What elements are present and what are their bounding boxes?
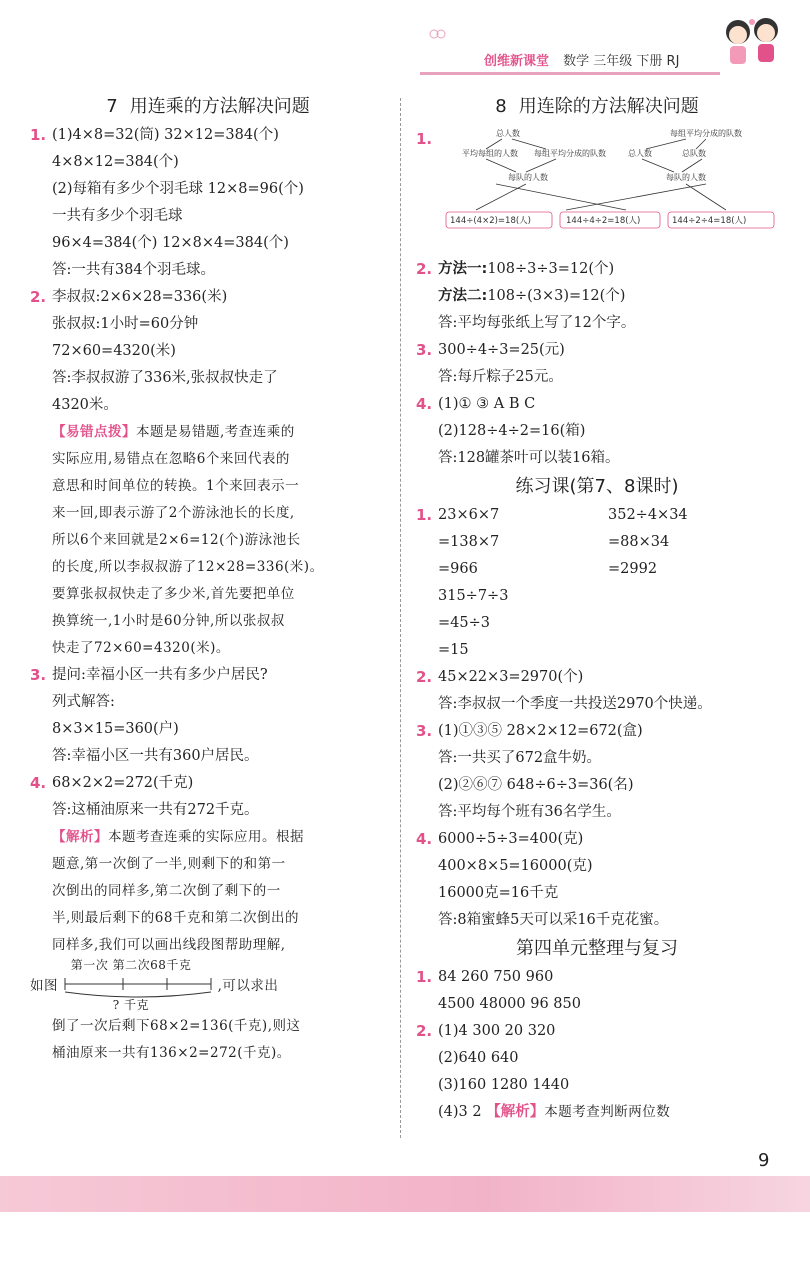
section-number: 8 bbox=[495, 96, 507, 117]
text-line bbox=[30, 905, 386, 932]
text-line bbox=[416, 445, 778, 472]
footer-band bbox=[0, 1176, 810, 1212]
segment-bottom-label: ? 千克 bbox=[112, 997, 150, 1012]
line-text: 题意,第一次倒了一半,则剩下的和第一 bbox=[52, 856, 286, 872]
method-label: 方法一: bbox=[438, 261, 488, 277]
dg-left-top: 总人数 bbox=[496, 129, 520, 138]
line-text: 所以6个来回就是2×6=12(个)游泳池长 bbox=[52, 532, 301, 548]
text-line bbox=[30, 473, 386, 500]
line-text: (1)①③⑤ 28×2×12=672(盒) bbox=[438, 723, 643, 739]
text-line bbox=[30, 851, 386, 878]
line-text: 4500 48000 96 850 bbox=[438, 996, 581, 1012]
text-line bbox=[416, 664, 778, 691]
text-line bbox=[416, 337, 778, 364]
line-text: 倒了一次后剩下68×2=136(千克),则这 bbox=[52, 1018, 301, 1034]
line-text: 答:一共买了672盒牛奶。 bbox=[438, 750, 602, 766]
line-text: 本题考查连乘的实际应用。根据 bbox=[108, 829, 304, 845]
line-text: 答:8箱蜜蜂5天可以采16千克花蜜。 bbox=[438, 912, 669, 928]
text-line bbox=[30, 149, 386, 176]
text-line bbox=[416, 256, 778, 283]
section-number: 7 bbox=[106, 96, 118, 117]
line-text: 来一回,即表示游了2个游泳池长的长度, bbox=[52, 505, 295, 521]
text-line bbox=[416, 283, 778, 310]
question-number: 2. bbox=[416, 1022, 433, 1040]
calc-left: =966 bbox=[438, 561, 478, 577]
problem1-diagram bbox=[416, 122, 778, 232]
calc-left: =138×7 bbox=[438, 534, 500, 550]
text-line bbox=[30, 797, 386, 824]
calc-right: 352÷4×34 bbox=[608, 507, 688, 523]
text-line bbox=[30, 716, 386, 743]
line-text: (2)640 640 bbox=[438, 1050, 519, 1066]
text-line bbox=[416, 691, 778, 718]
line-text: 答:每斤粽子25元。 bbox=[438, 369, 563, 385]
section-title-review: 第四单元整理与复习 bbox=[516, 938, 678, 959]
calc-left: =45÷3 bbox=[438, 615, 490, 631]
text-line bbox=[416, 799, 778, 826]
calc-row bbox=[416, 637, 778, 664]
right-column bbox=[416, 92, 778, 1126]
calc-row bbox=[416, 610, 778, 637]
text-line bbox=[30, 230, 386, 257]
line-text: 答:平均每个班有36名学生。 bbox=[438, 804, 621, 820]
dg-right-mid2: 总队数 bbox=[682, 149, 706, 158]
line-text: (3)160 1280 1440 bbox=[438, 1077, 570, 1093]
question-number: 2. bbox=[416, 260, 433, 278]
text-line bbox=[30, 1040, 386, 1067]
dg-left-mid1: 平均每组的人数 bbox=[462, 149, 518, 158]
line-text: 答:一共有384个羽毛球。 bbox=[52, 262, 216, 278]
line-text: 答:这桶油原来一共有272千克。 bbox=[52, 802, 259, 818]
text-line bbox=[416, 718, 778, 745]
line-text: 快走了72×60=4320(米)。 bbox=[52, 640, 230, 656]
line-text: 换算统一,1小时是60分钟,所以张叔叔 bbox=[52, 613, 285, 629]
column-divider bbox=[400, 98, 401, 1138]
text-line bbox=[30, 1013, 386, 1040]
calc-row bbox=[416, 529, 778, 556]
cartoon-kids-icon bbox=[716, 10, 792, 72]
line-text: (2)每箱有多少个羽毛球 12×8=96(个) bbox=[52, 181, 304, 197]
calc-row bbox=[416, 502, 778, 529]
line-text: 300÷4÷3=25(元) bbox=[438, 342, 565, 358]
line-text: 要算张叔叔快走了多少米,首先要把单位 bbox=[52, 586, 295, 602]
line-text: 答:幸福小区一共有360户居民。 bbox=[52, 748, 259, 764]
segment-diagram bbox=[63, 957, 213, 1012]
dg-formula-2: 144÷4÷2=18(人) bbox=[566, 216, 641, 226]
text-line bbox=[30, 365, 386, 392]
text-line bbox=[30, 527, 386, 554]
left-column bbox=[30, 92, 386, 1067]
calc-left: 23×6×7 bbox=[438, 507, 500, 523]
line-text: 8×3×15=360(户) bbox=[52, 721, 179, 737]
line-text: 次倒出的同样多,第二次倒了剩下的一 bbox=[52, 883, 281, 899]
text-line bbox=[30, 932, 386, 959]
line-text: 张叔叔:1小时=60分钟 bbox=[52, 316, 199, 332]
text-line bbox=[416, 964, 778, 991]
text-line bbox=[30, 176, 386, 203]
line-text: 108÷3÷3=12(个) bbox=[487, 261, 615, 277]
text-line bbox=[30, 635, 386, 662]
line-text: 列式解答: bbox=[52, 694, 115, 710]
text-line bbox=[30, 500, 386, 527]
brand-name: 创维新课堂 bbox=[484, 54, 550, 69]
question-number: 1. bbox=[416, 130, 433, 148]
question-number: 4. bbox=[416, 395, 433, 413]
text-line bbox=[30, 392, 386, 419]
section-heading: 用连乘的方法解决问题 bbox=[129, 96, 310, 117]
line-text: 108÷(3×3)=12(个) bbox=[487, 288, 626, 304]
text-line bbox=[416, 991, 778, 1018]
line-text: 84 260 750 960 bbox=[438, 969, 554, 985]
question-number: 1. bbox=[416, 968, 433, 986]
dg-right-bot: 每队的人数 bbox=[666, 173, 706, 182]
page-number: 9 bbox=[758, 1150, 770, 1171]
question-number: 1. bbox=[30, 126, 47, 144]
section-title-7 bbox=[30, 92, 386, 122]
line-text: 的长度,所以李叔叔游了12×28=336(米)。 bbox=[52, 559, 324, 575]
text-line bbox=[30, 743, 386, 770]
dg-right-top: 每组平均分成的队数 bbox=[670, 129, 742, 138]
page-header bbox=[0, 0, 810, 80]
line-text: 本题是易错题,考查连乘的 bbox=[136, 424, 295, 440]
section-heading: 用连除的方法解决问题 bbox=[518, 96, 699, 117]
book-meta: 数学 三年级 下册 RJ bbox=[563, 54, 680, 69]
header-text bbox=[484, 50, 679, 69]
text-line bbox=[416, 907, 778, 934]
line-text: 400×8×5=16000(克) bbox=[438, 858, 593, 874]
line-text: 答:128罐茶叶可以装16箱。 bbox=[438, 450, 620, 466]
line-text: (4)3 2 bbox=[438, 1104, 487, 1120]
text-line bbox=[416, 1018, 778, 1045]
dg-formula-1: 144÷(4×2)=18(人) bbox=[450, 216, 531, 226]
line-text: 4320米。 bbox=[52, 397, 118, 413]
text-line bbox=[30, 824, 386, 851]
figure-prefix: 如图 bbox=[30, 978, 58, 994]
text-line bbox=[30, 446, 386, 473]
text-line bbox=[416, 745, 778, 772]
line-text: 68×2×2=272(千克) bbox=[52, 775, 194, 791]
line-text: 李叔叔:2×6×28=336(米) bbox=[52, 289, 228, 305]
line-text: (1)4 300 20 320 bbox=[438, 1023, 556, 1039]
line-text: 答:李叔叔一个季度一共投送2970个快递。 bbox=[438, 696, 712, 712]
text-line bbox=[30, 419, 386, 446]
question-number: 2. bbox=[30, 288, 47, 306]
line-text: 一共有多少个羽毛球 bbox=[52, 208, 183, 224]
text-line bbox=[30, 311, 386, 338]
question-number: 4. bbox=[30, 774, 47, 792]
question-number: 2. bbox=[416, 668, 433, 686]
method-label: 方法二: bbox=[438, 288, 488, 304]
text-line bbox=[416, 853, 778, 880]
line-text: (1)4×8=32(筒) 32×12=384(个) bbox=[52, 127, 279, 143]
text-line bbox=[30, 338, 386, 365]
line-text: 72×60=4320(米) bbox=[52, 343, 176, 359]
text-line bbox=[30, 257, 386, 284]
text-line bbox=[416, 310, 778, 337]
line-text: (2)②⑥⑦ 648÷6÷3=36(名) bbox=[438, 777, 634, 793]
text-line bbox=[30, 122, 386, 149]
question-number: 3. bbox=[416, 722, 433, 740]
line-text: 答:李叔叔游了336米,张叔叔快走了 bbox=[52, 370, 278, 386]
text-line bbox=[416, 1045, 778, 1072]
text-line bbox=[416, 391, 778, 418]
text-line bbox=[30, 581, 386, 608]
question-number: 4. bbox=[416, 830, 433, 848]
calc-right: =88×34 bbox=[608, 534, 670, 550]
header-rule bbox=[420, 72, 720, 75]
section-title-8 bbox=[416, 92, 778, 122]
text-line bbox=[30, 284, 386, 311]
text-line bbox=[30, 203, 386, 230]
text-line bbox=[416, 364, 778, 391]
text-line bbox=[416, 418, 778, 445]
line-text: 同样多,我们可以画出线段图帮助理解, bbox=[52, 937, 286, 953]
question-number: 1. bbox=[416, 506, 433, 524]
text-line bbox=[30, 608, 386, 635]
calc-left: 315÷7÷3 bbox=[438, 588, 509, 604]
dg-formula-3: 144÷2÷4=18(人) bbox=[672, 216, 747, 226]
text-line bbox=[30, 878, 386, 905]
text-line bbox=[30, 662, 386, 689]
line-text: 96×4=384(个) 12×8×4=384(个) bbox=[52, 235, 289, 251]
line-text: 4×8×12=384(个) bbox=[52, 154, 179, 170]
calc-row bbox=[416, 583, 778, 610]
line-text: (2)128÷4÷2=16(箱) bbox=[438, 423, 586, 439]
flower-icon bbox=[428, 26, 448, 42]
text-line bbox=[416, 1072, 778, 1099]
calc-right: =2992 bbox=[608, 561, 658, 577]
relation-diagram bbox=[416, 122, 778, 232]
segment-top-label: 第一次 第二次68千克 bbox=[70, 957, 192, 972]
dg-left-bot: 每队的人数 bbox=[508, 173, 548, 182]
text-line bbox=[416, 772, 778, 799]
line-text: 桶油原来一共有136×2=272(千克)。 bbox=[52, 1045, 291, 1061]
line-text: 6000÷5÷3=400(克) bbox=[438, 831, 584, 847]
line-text: 45×22×3=2970(个) bbox=[438, 669, 584, 685]
note-tag: 【解析】 bbox=[486, 1104, 545, 1120]
note-tag: 【解析】 bbox=[52, 829, 108, 845]
segment-figure-line bbox=[30, 959, 386, 1013]
note-tag: 【易错点拨】 bbox=[52, 424, 136, 440]
section-title-practice: 练习课(第7、8课时) bbox=[515, 476, 679, 497]
question-number: 3. bbox=[30, 666, 47, 684]
calc-left: =15 bbox=[438, 642, 469, 658]
figure-suffix: ,可以求出 bbox=[217, 978, 279, 994]
line-text: 答:平均每张纸上写了12个字。 bbox=[438, 315, 636, 331]
line-text: 提问:幸福小区一共有多少户居民? bbox=[52, 667, 268, 683]
text-line bbox=[416, 1099, 778, 1126]
question-number: 3. bbox=[416, 341, 433, 359]
line-text-2: 本题考查判断两位数 bbox=[544, 1104, 671, 1120]
line-text: 半,则最后剩下的68千克和第二次倒出的 bbox=[52, 910, 299, 926]
text-line bbox=[30, 554, 386, 581]
text-line bbox=[416, 826, 778, 853]
text-line bbox=[30, 770, 386, 797]
line-text: 实际应用,易错点在忽略6个来回代表的 bbox=[52, 451, 290, 467]
dg-right-mid1: 总人数 bbox=[628, 149, 652, 158]
dg-left-mid2: 每组平均分成的队数 bbox=[534, 149, 606, 158]
text-line bbox=[416, 880, 778, 907]
line-text: 意思和时间单位的转换。1个来回表示一 bbox=[52, 478, 300, 494]
calc-row bbox=[416, 556, 778, 583]
line-text: (1)① ③ A B C bbox=[438, 396, 536, 412]
line-text: 16000克=16千克 bbox=[438, 885, 559, 901]
text-line bbox=[30, 689, 386, 716]
